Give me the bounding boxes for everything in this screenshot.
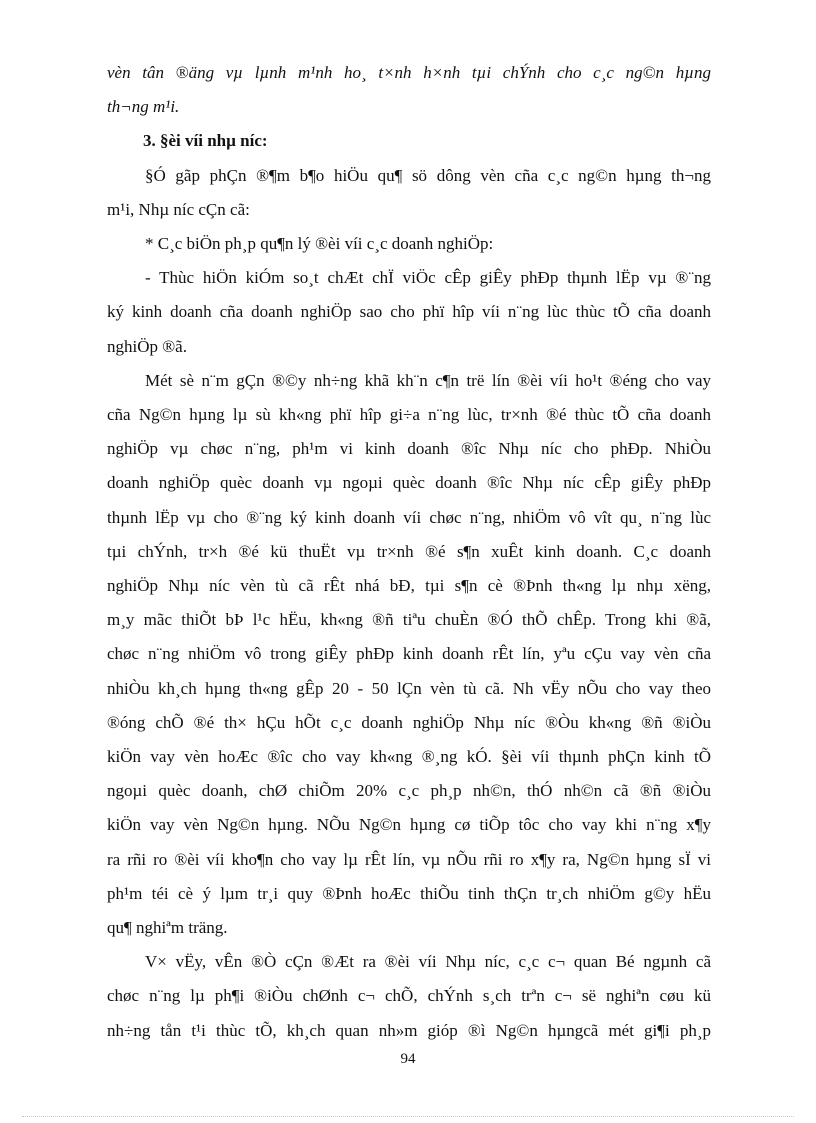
text-line: nghiÖp ®ã. [107,336,187,356]
page-number: 94 [400,1051,416,1067]
text-line: Mét sè n¨m gÇn ®©y nh÷ng khã kh¨n c¶n trë lín ®èi víi ho¹t ®éng cho vay [145,370,711,390]
page-footer-border [22,1116,794,1117]
text-line: m¹i, Nhµ níc cÇn cã: [107,199,250,219]
text-line: kiÖn vay vèn hoÆc ®îc cho vay kh«ng ®¸ng kÓ. §èi víi thµnh phÇn kinh tÕ [107,747,711,767]
text-line: kiÖn vay vèn Ng©n hµng. NÕu Ng©n hµng cø tiÕp tôc cho vay khi n¨ng x¶y [107,815,711,835]
text-line: doanh nghiÖp quèc doanh vµ ngoµi quèc doanh ®îc Nhµ níc cÊp giÊy phÐp [107,473,711,493]
text-line: ngoµi quèc doanh, chØ chiÕm 20% c¸c ph¸p nh©n, thÓ nh©n cã ®ñ ®iÒu [107,781,711,801]
text-line: vèn tân ®äng vµ lµnh m¹nh ho¸ t×nh h×nh tµi chÝnh cho c¸c ng©n hµng [107,63,711,82]
text-line: ký kinh doanh cña doanh nghiÖp sao cho phï hîp víi n¨ng lùc thùc tÕ cña doanh [107,302,711,322]
text-line: nghiÖp vµ chøc n¨ng, ph¹m vi kinh doanh ®îc Nhµ níc cho phÐp. NhiÒu [107,439,711,459]
text-line: nhiÒu kh¸ch hµng th«ng gÊp 20 - 50 lÇn vèn tù cã. Nh vËy nÕu cho vay theo [107,678,711,698]
text-line: nh÷ng tån t¹i thùc tÕ, kh¸ch quan nh»m gióp ®ì Ng©n hµngcã mét gi¶i ph¸p [107,1020,711,1040]
text-line: nghiÖp Nhµ níc vèn tù cã rÊt nhá bÐ, tµi s¶n cè ®Þnh th«ng lµ nhµ xëng, [107,576,711,596]
section-heading: 3. §èi víi nhµ níc: [143,131,268,151]
text-line: - Thùc hiÖn kiÓm so¸t chÆt chÏ viÖc cÊp giÊy phÐp thµnh lËp vµ ®¨ng [145,268,711,288]
text-line: qu¶ nghiªm träng. [107,918,228,938]
text-line: chøc n¨ng nhiÖm vô trong giÊy phÐp kinh doanh rÊt lín, yªu cÇu vay vèn cña [107,644,711,664]
text-line: * C¸c biÖn ph¸p qu¶n lý ®èi víi c¸c doanh nghiÖp: [145,234,494,254]
text-line: cña Ng©n hµng lµ sù kh«ng phï hîp gi÷a n¨ng lùc, tr×nh ®é thùc tÕ cña doanh [107,405,711,425]
text-line: m¸y mãc thiÕt bÞ l¹c hËu, kh«ng ®ñ tiªu chuÈn ®Ó thÕ chÊp. Trong khi ®ã, [107,610,711,630]
text-line: chøc n¨ng lµ ph¶i ®iÒu chØnh c¬ chÕ, chÝnh s¸ch trªn c¬ së nghiªn cøu kü [107,986,711,1006]
text-line: ph¹m téi cè ý lµm tr¸i quy ®Þnh hoÆc thiÕu tinh thÇn tr¸ch nhiÖm g©y hËu [107,883,711,903]
text-line: ®óng chÕ ®é th× hÇu hÕt c¸c doanh nghiÖp Nhµ níc ®Òu kh«ng ®ñ ®iÒu [107,712,711,732]
text-line: §Ó gãp phÇn ®¶m b¶o hiÖu qu¶ sö dông vèn cña c¸c ng©n hµng th¬ng [145,165,711,185]
text-line: ra rñi ro ®èi víi kho¶n cho vay lµ rÊt lín, vµ nÕu rñi ro x¶y ra, Ng©n hµng sÏ vi [107,849,711,869]
text-line: V× vËy, vÊn ®Ò cÇn ®Æt ra ®èi víi Nhµ níc, c¸c c¬ quan Bé ngµnh cã [145,952,711,972]
text-line: tµi chÝnh, tr×h ®é kü thuËt vµ tr×nh ®é s¶n xuÊt kinh doanh. C¸c doanh [107,541,711,561]
text-line: th¬ng m¹i. [107,97,180,117]
text-line: thµnh lËp vµ cho ®¨ng ký kinh doanh víi chøc n¨ng, nhiÖm vô vît qu¸ n¨ng lùc [107,507,711,527]
body-text [107,56,711,1048]
